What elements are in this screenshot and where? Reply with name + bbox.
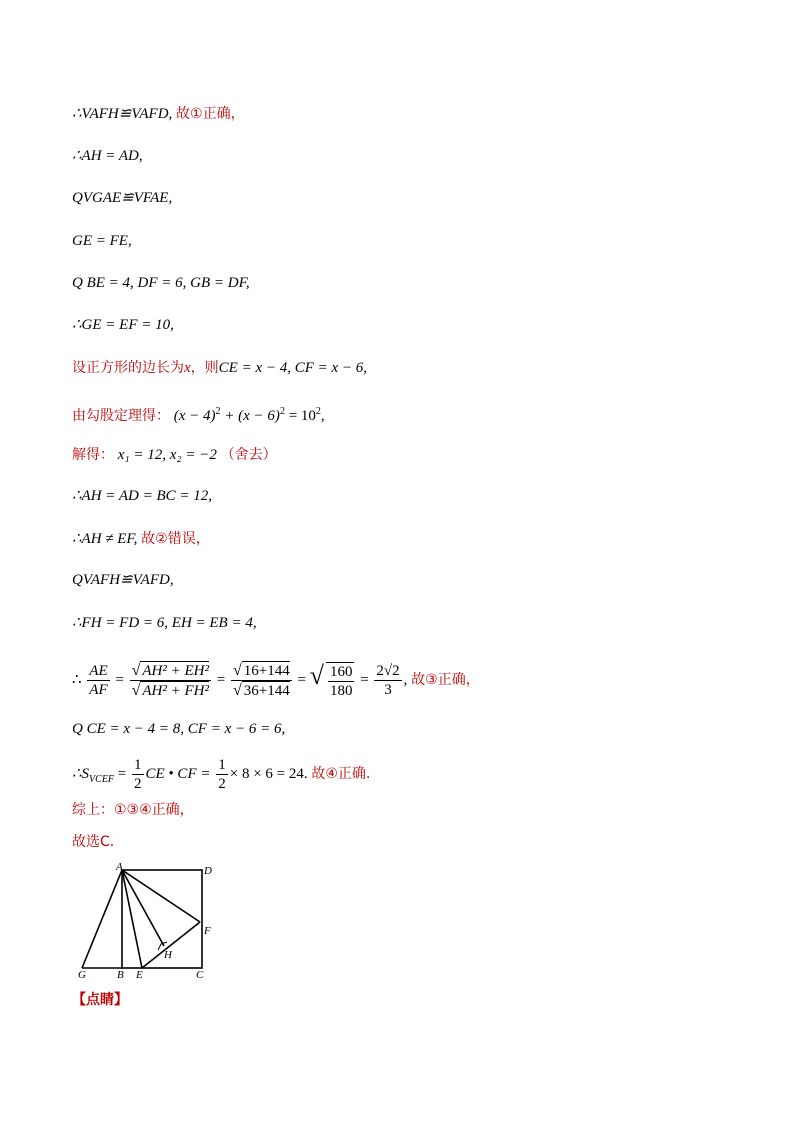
x-var: x [184, 360, 191, 376]
line-6: ∴GE = EF = 10, [72, 317, 174, 333]
comma: , [403, 672, 408, 688]
lead: ∴S [72, 766, 90, 782]
line-4: GE = FE, [72, 233, 132, 249]
label-g: G [78, 969, 86, 978]
note: 故④正确. [311, 766, 371, 782]
lead: ∴ [72, 672, 82, 688]
frac-4: $\frac{2√2}{3}$ [376, 663, 400, 699]
geometry-figure [72, 862, 222, 978]
text: 设正方形的边长为 [72, 360, 184, 376]
mid: CE • CF = [145, 766, 215, 782]
exp-b: 2 [279, 406, 285, 417]
line-19: 【点睛】 [72, 992, 128, 1008]
frac-sqrt-1: $\frac{\text{√ AH² + EH²}}{\text{√ AH² + FH²}}$ [131, 662, 209, 700]
exp-c: 2 [315, 406, 321, 417]
line-9 [72, 445, 277, 465]
label-c: C [196, 969, 204, 978]
frac-ae-af: $\frac{AE}{AF}$ [89, 663, 108, 699]
frac-3: $\frac{160}{180}$ [326, 662, 355, 700]
math-a: (x − 4) [173, 408, 216, 424]
line-10: ∴AH = AD = BC = 12, [72, 488, 213, 504]
half-2: $\frac{1}{2}$ [218, 757, 226, 793]
exp-a: 2 [215, 406, 221, 417]
math: x₁ = 12, x₂ = −2 [117, 447, 217, 463]
line-15: Q CE = x − 4 = 8, CF = x − 6 = 6, [72, 721, 286, 737]
line-17: 综上：①③④正确， [72, 802, 194, 818]
line-7 [72, 358, 367, 378]
note: （舍去） [220, 447, 277, 463]
math-c: = 10 [284, 408, 316, 424]
end: × 8 × 6 = 24. [229, 766, 308, 782]
note: 故①正确， [176, 106, 245, 122]
label-f: F [204, 925, 211, 937]
label-a: A [116, 862, 123, 873]
eq-2: = [216, 672, 226, 688]
eq-3: = [297, 672, 306, 688]
square-abcd [122, 870, 202, 968]
label-d: D [204, 865, 212, 877]
segment-ef [142, 922, 200, 968]
then: ，则 [190, 360, 219, 376]
segment-af [122, 870, 200, 922]
line-3: QVGAE≌VFAE, [72, 190, 173, 206]
line-13: ∴FH = FD = 6, EH = EB = 4, [72, 615, 257, 631]
note: 故③正确， [411, 672, 480, 688]
line-1 [72, 104, 245, 124]
eq-1: = [115, 672, 124, 688]
math: ∴VAFH≌VAFD, [72, 106, 173, 122]
end: , [320, 408, 325, 424]
line-5: Q BE = 4, DF = 6, GB = DF, [72, 275, 250, 291]
text: 由勾股定理得： [72, 408, 170, 424]
line-11 [72, 529, 210, 549]
label-b: B [117, 969, 124, 978]
label-e: E [136, 969, 143, 978]
line-16 [72, 752, 370, 802]
line-8 [72, 402, 325, 426]
line-18: 故选C. [72, 834, 115, 850]
line-2: ∴AH = AD, [72, 148, 143, 164]
segment-ah [122, 870, 164, 946]
note: 故②错误， [141, 531, 210, 547]
text: 解得： [72, 447, 114, 463]
frac-sqrt-2: $\frac{√ 16+144}{√ 36+144}$ [232, 662, 290, 700]
math: ∴AH ≠ EF, [72, 531, 138, 547]
line-14 [72, 654, 480, 702]
math: CE = x − 4, CF = x − 6, [218, 360, 368, 376]
eq: = [114, 766, 131, 782]
eq-4: = [360, 672, 369, 688]
sub: VCEF [89, 774, 115, 785]
big-radical: √ [309, 661, 324, 690]
math-b: + (x − 6) [220, 408, 280, 424]
segment-ag [82, 870, 122, 968]
line-12: QVAFH≌VAFD, [72, 572, 174, 588]
segment-ae [122, 870, 142, 968]
half-1: $\frac{1}{2}$ [134, 757, 142, 793]
label-h: H [164, 949, 172, 961]
